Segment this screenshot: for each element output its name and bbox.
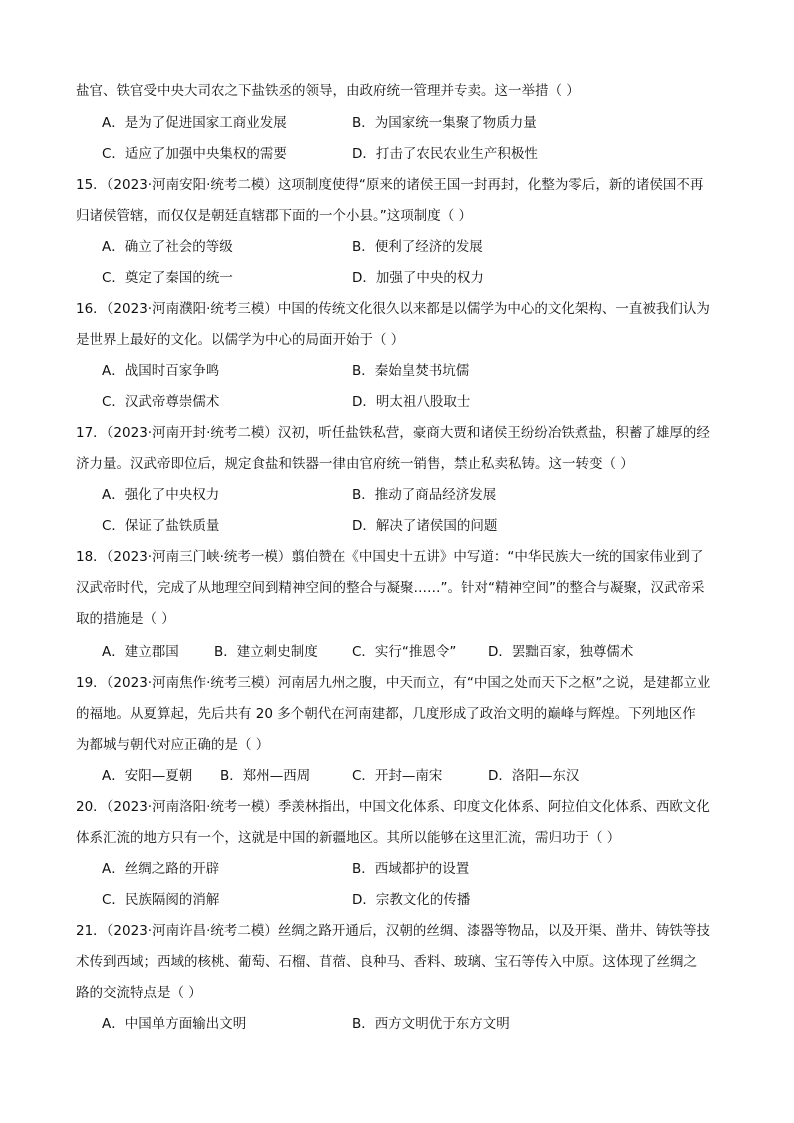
question-20-text-line-2: 体系汇流的地方只有一个，这就是中国的新疆地区。其所以能够在这里汇流，需归功于（ ） <box>76 830 621 846</box>
question-21-text-line-2: 术传到西域；西域的核桃、葡萄、石榴、苜蓿、良种马、香料、玻璃、宝石等传入中原。这体现了丝绸之 <box>76 954 697 970</box>
question-14-option-d: D．打击了农民农业生产积极性 <box>352 146 538 162</box>
question-19-text-line-2: 的福地。从夏算起，先后共有 20 多个朝代在河南建都，几度形成了政治文明的巅峰与辉煌。下列地区作 <box>76 706 696 722</box>
question-14-text-line: 盐官、铁官受中央大司农之下盐铁丞的领导，由政府统一管理并专卖。这一举措（ ） <box>76 83 580 99</box>
question-15-option-b: B．便利了经济的发展 <box>352 239 483 255</box>
question-19-option-c: C．开封—南宋 <box>352 768 443 784</box>
question-18-option-a: A．建立郡国 <box>102 644 179 660</box>
question-20-option-b: B．西域都护的设置 <box>352 861 470 877</box>
question-16-option-a: A．战国时百家争鸣 <box>102 363 220 379</box>
question-17-text-line-1: 17．（2023·河南开封·统考二模）汉初，听任盐铁私营，豪商大贾和诸侯王纷纷冶铁煮盐，积蓄了雄厚的经 <box>76 425 710 441</box>
question-16-option-d: D．明太祖八股取士 <box>352 394 471 410</box>
question-19-option-d: D．洛阳—东汉 <box>488 768 580 784</box>
question-14-option-c: C．适应了加强中央集权的需要 <box>102 146 287 162</box>
question-16-option-c: C．汉武帝尊崇儒术 <box>102 394 220 410</box>
question-21-option-a: A．中国单方面输出文明 <box>102 1016 247 1032</box>
question-15-text-line-1: 15．（2023·河南安阳·统考二模）这项制度使得“原来的诸侯王国一封再封，化整为零后，新的诸侯国不再 <box>76 177 704 193</box>
question-17-option-d: D．解决了诸侯国的问题 <box>352 518 498 534</box>
question-20-option-a: A．丝绸之路的开辟 <box>102 861 220 877</box>
question-14-option-b: B．为国家统一集聚了物质力量 <box>352 115 537 131</box>
question-18-text-line-2: 汉武帝时代，完成了从地理空间到精神空间的整合与凝聚……”。针对“精神空间”的整合与凝聚，汉武帝采 <box>76 580 705 596</box>
question-15-option-d: D．加强了中央的权力 <box>352 270 484 286</box>
question-14-option-a: A．是为了促进国家工商业发展 <box>102 115 287 131</box>
question-18-option-c: C．实行“推恩令” <box>352 644 457 660</box>
question-19-option-b: B．郑州—西周 <box>220 768 311 784</box>
question-16-text-line-1: 16．（2023·河南濮阳·统考三模）中国的传统文化很久以来都是以儒学为中心的文化架构、一直被我们认为 <box>76 301 710 317</box>
question-18-text-line-1: 18．（2023·河南三门峡·统考一模）翦伯赞在《中国史十五讲》中写道：“中华民族大一统的国家伟业到了 <box>76 549 704 565</box>
question-17-option-a: A．强化了中央权力 <box>102 487 220 503</box>
question-17-option-c: C．保证了盐铁质量 <box>102 518 220 534</box>
question-18-text-line-3: 取的措施是（ ） <box>76 611 175 627</box>
question-18-option-b: B．建立刺史制度 <box>214 644 318 660</box>
question-21-option-b: B．西方文明优于东方文明 <box>352 1016 510 1032</box>
question-21-text-line-3: 路的交流特点是（ ） <box>76 985 202 1001</box>
question-16-text-line-2: 是世界上最好的文化。以儒学为中心的局面开始于（ ） <box>76 332 405 348</box>
question-19-text-line-3: 为都城与朝代对应正确的是（ ） <box>76 737 270 753</box>
question-15-option-a: A．确立了社会的等级 <box>102 239 233 255</box>
question-18-option-d: D．罢黜百家，独尊儒术 <box>488 644 634 660</box>
question-15-text-line-2: 归诸侯管辖，而仅仅是朝廷直辖郡下面的一个小县。”这项制度（ ） <box>76 208 473 224</box>
question-15-option-c: C．奠定了秦国的统一 <box>102 270 233 286</box>
question-20-option-c: C．民族隔阂的消解 <box>102 892 220 908</box>
question-20-option-d: D．宗教文化的传播 <box>352 892 471 908</box>
question-19-text-line-1: 19．（2023·河南焦作·统考三模）河南居九州之腹，中天而立，有“中国之处而天下之枢”之说，是建都立业 <box>76 675 711 691</box>
question-19-option-a: A．安阳—夏朝 <box>102 768 193 784</box>
question-17-text-line-2: 济力量。汉武帝即位后，规定食盐和铁器一律由官府统一销售，禁止私卖私铸。这一转变（ ） <box>76 456 634 472</box>
question-20-text-line-1: 20．（2023·河南洛阳·统考一模）季羡林指出，中国文化体系、印度文化体系、阿拉伯文化体系、西欧文化 <box>76 799 710 815</box>
question-17-option-b: B．推动了商品经济发展 <box>352 487 497 503</box>
question-21-text-line-1: 21．（2023·河南许昌·统考二模）丝绸之路开通后，汉朝的丝绸、漆器等物品，以及开渠、凿井、铸铁等技 <box>76 923 710 939</box>
question-16-option-b: B．秦始皇焚书坑儒 <box>352 363 470 379</box>
